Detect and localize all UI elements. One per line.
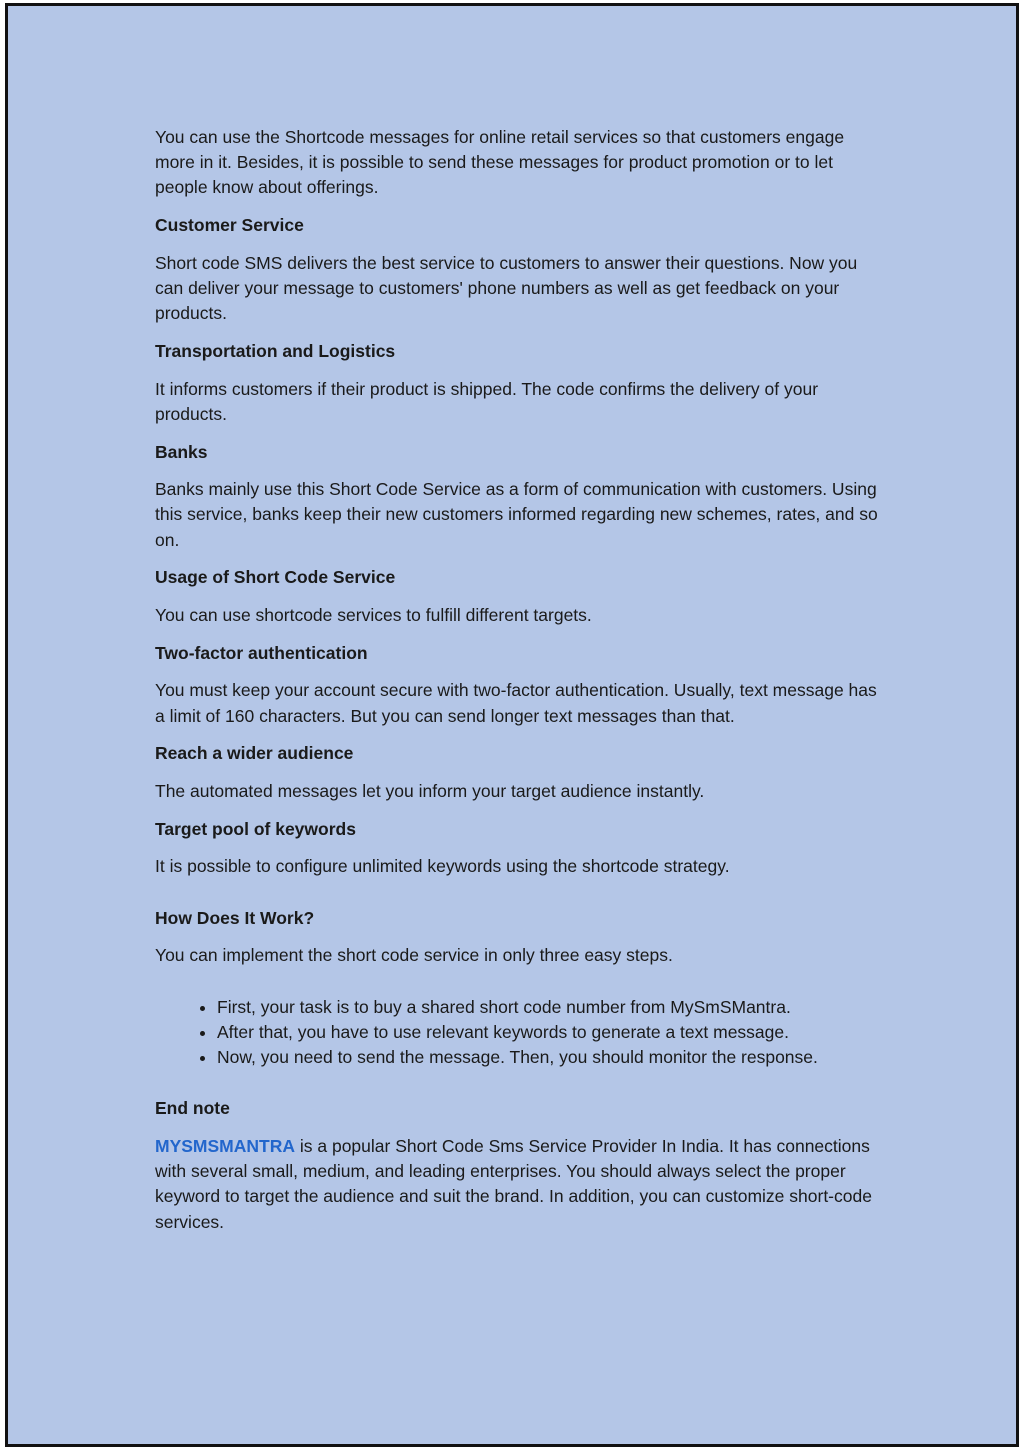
steps-list: [155, 995, 885, 1071]
heading-two-factor: Two-factor authentication: [155, 642, 368, 663]
customer-service-paragraph: Short code SMS delivers the best service to customers to answer their questions. Now you can deliver your message to customers' phone numbers as well as get feedback on your products.: [155, 252, 858, 324]
heading-customer-service: Customer Service: [155, 215, 304, 236]
heading-how-it-works: How Does It Work?: [155, 907, 315, 928]
how-it-works-paragraph: You can implement the short code service in only three easy steps.: [155, 945, 673, 966]
heading-usage: Usage of Short Code Service: [155, 567, 396, 588]
heading-keywords: Target pool of keywords: [155, 818, 356, 839]
transportation-paragraph: It informs customers if their product is shipped. The code confirms the delivery of your products.: [155, 378, 819, 424]
heading-end-note: End note: [155, 1098, 230, 1119]
end-note-paragraph: [155, 1134, 885, 1235]
keywords-paragraph: It is possible to configure unlimited keywords using the shortcode strategy.: [155, 856, 730, 877]
heading-reach: Reach a wider audience: [155, 743, 354, 764]
banks-paragraph: Banks mainly use this Short Code Service as a form of communication with customers. Using this service, banks keep their new customers informed regarding new schemes, rates, and so on.: [155, 479, 878, 550]
step-item: • After that, you have to use relevant keywords to generate a text message.: [217, 1020, 885, 1045]
step-item: • First, your task is to buy a shared short code number from MySmSMantra.: [217, 995, 885, 1020]
intro-paragraph: You can use the Shortcode messages for online retail services so that customers engage more in it. Besides, it is possible to send these messages for product promotion or to let people know about offerings.: [155, 127, 845, 198]
end-note-text: is a popular Short Code Sms Service Provider In India. It has connections with several small, medium, and leading enterprises. You should always select the proper keyword to target the audience and suit the brand. In addition, you can customize short-code services.: [155, 1135, 872, 1232]
usage-paragraph: You can use shortcode services to fulfill different targets.: [155, 605, 592, 626]
step-item: • Now, you need to send the message. Then, you should monitor the response.: [217, 1045, 885, 1070]
document-page: [5, 3, 1019, 1447]
mysmsmantra-link[interactable]: MYSMSMANTRA: [155, 1135, 295, 1156]
heading-banks: Banks: [155, 441, 208, 462]
document-body: [155, 125, 885, 1247]
reach-paragraph: The automated messages let you inform your target audience instantly.: [155, 781, 705, 802]
heading-transportation: Transportation and Logistics: [155, 340, 396, 361]
two-factor-paragraph: You must keep your account secure with two-factor authentication. Usually, text message has a limit of 160 characters. But you can send longer text messages than that.: [155, 680, 877, 726]
